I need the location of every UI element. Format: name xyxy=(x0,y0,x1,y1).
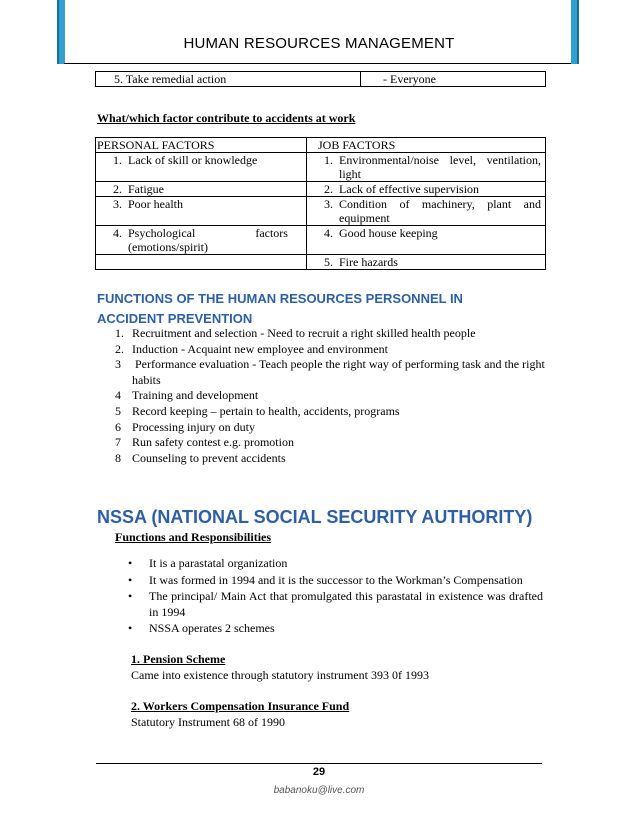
list-text: Fatigue xyxy=(128,182,164,196)
list-number: 5 xyxy=(115,403,121,418)
list-number: 4 xyxy=(115,388,121,403)
list-text: It is a parastatal organization xyxy=(149,556,288,570)
bullet-icon: • xyxy=(128,572,133,587)
list-text: The principal/ Main Act that promulgated this parastatal in existence was drafted in 1994 xyxy=(149,589,543,619)
list-text: Lack of skill or knowledge xyxy=(128,153,258,167)
footer-email: babanoku@live.com xyxy=(273,785,365,796)
table-row xyxy=(96,72,546,87)
functions-list xyxy=(115,326,548,466)
bullet-icon: • xyxy=(128,556,133,570)
table-cell xyxy=(307,255,546,270)
workers-compensation-title: 2. Workers Compensation Insurance Fund xyxy=(131,699,350,713)
list-item xyxy=(115,357,548,388)
list-text: Fire hazards xyxy=(339,255,398,269)
accident-factors-table xyxy=(95,137,546,270)
list-text: Lack of effective supervision xyxy=(339,182,480,196)
list-item xyxy=(115,435,545,451)
list-text: Performance evaluation - Teach people the right way of performing task and the right habits xyxy=(132,357,548,387)
table-cell xyxy=(307,197,546,226)
pension-scheme-text: Came into existence through statutory instrument 393 0f 1993 xyxy=(131,668,429,682)
header-divider xyxy=(64,63,571,64)
table-cell xyxy=(96,197,307,226)
list-number: 2. xyxy=(113,182,122,196)
page-header-title: HUMAN RESOURCES MANAGEMENT xyxy=(183,35,455,52)
table-header-row xyxy=(96,138,546,153)
table-row xyxy=(96,226,546,255)
list-number: 3. xyxy=(113,197,122,211)
personal-factors-header: PERSONAL FACTORS xyxy=(96,138,307,153)
list-item xyxy=(115,388,545,404)
bullet-icon: • xyxy=(128,621,133,636)
list-text: Psychological factors (emotions/spirit) xyxy=(128,226,291,254)
list-number: 1. xyxy=(113,153,122,167)
table-cell: 5. Take remedial action xyxy=(96,72,361,87)
list-text: Processing injury on duty xyxy=(132,419,255,434)
list-number: 4. xyxy=(324,226,333,240)
list-item xyxy=(128,573,543,589)
list-item xyxy=(128,589,543,620)
table-cell xyxy=(307,182,546,197)
list-number: 3 xyxy=(115,357,121,372)
nssa-subheading: Functions and Responsibilities xyxy=(115,530,272,544)
list-text: Environmental/noise level, ventilation, light xyxy=(339,153,541,181)
table-cell: - Everyone xyxy=(361,72,546,87)
list-text: It was formed in 1994 and it is the successor to the Workman’s Compensation xyxy=(149,572,523,587)
list-text: Induction - Acquaint new employee and environment xyxy=(132,341,388,356)
list-item xyxy=(115,342,545,358)
list-item xyxy=(115,326,545,342)
list-item xyxy=(128,621,543,637)
factors-heading: What/which factor contribute to accidents at work xyxy=(97,111,356,125)
list-number: 5. xyxy=(324,255,333,269)
list-number: 7 xyxy=(115,435,121,450)
nssa-heading: NSSA (NATIONAL SOCIAL SECURITY AUTHORITY) xyxy=(97,507,533,527)
left-sidebar-bar xyxy=(57,0,65,64)
table-row xyxy=(96,182,546,197)
list-number: 1. xyxy=(115,326,124,340)
list-item xyxy=(128,556,543,572)
list-number: 2. xyxy=(324,182,333,196)
list-number: 2. xyxy=(115,341,124,356)
table-cell xyxy=(96,182,307,197)
table-cell xyxy=(307,226,546,255)
table-row xyxy=(96,153,546,182)
list-text: NSSA operates 2 schemes xyxy=(149,621,275,636)
bullet-icon: • xyxy=(128,589,133,604)
list-number: 1. xyxy=(324,153,333,167)
page-number: 29 xyxy=(312,766,326,778)
workers-compensation-text: Statutory Instrument 68 of 1990 xyxy=(131,715,285,729)
table-cell xyxy=(96,226,307,255)
list-number: 3. xyxy=(324,197,333,211)
list-text: Counseling to prevent accidents xyxy=(132,450,286,465)
right-sidebar-bar xyxy=(571,0,579,64)
functions-heading-line2: ACCIDENT PREVENTION xyxy=(97,311,253,326)
list-item xyxy=(115,451,545,467)
remedial-action-table xyxy=(95,71,546,87)
table-cell xyxy=(307,153,546,182)
list-text: Poor health xyxy=(128,197,183,211)
list-text: Recruitment and selection - Need to recruit a right skilled health people xyxy=(132,326,476,340)
table-row xyxy=(96,197,546,226)
footer-divider xyxy=(96,763,542,764)
job-factors-header: JOB FACTORS xyxy=(307,138,546,153)
table-cell xyxy=(96,255,307,270)
list-number: 8 xyxy=(115,450,121,465)
list-number: 4. xyxy=(113,226,122,240)
list-item xyxy=(115,404,545,420)
functions-heading-line1: FUNCTIONS OF THE HUMAN RESOURCES PERSONNEL IN xyxy=(97,291,463,306)
list-text: Record keeping – pertain to health, accidents, programs xyxy=(132,403,400,418)
list-text: Good house keeping xyxy=(339,226,438,240)
table-cell xyxy=(96,153,307,182)
list-number: 6 xyxy=(115,419,121,434)
list-text: Run safety contest e.g. promotion xyxy=(132,435,294,450)
list-text: Condition of machinery, plant and equipment xyxy=(339,197,541,225)
list-text: Training and development xyxy=(132,388,259,403)
list-item xyxy=(115,420,545,436)
pension-scheme-title: 1. Pension Scheme xyxy=(131,652,226,666)
functions-heading xyxy=(97,289,463,329)
table-row xyxy=(96,255,546,270)
nssa-bullet-list xyxy=(128,556,543,638)
